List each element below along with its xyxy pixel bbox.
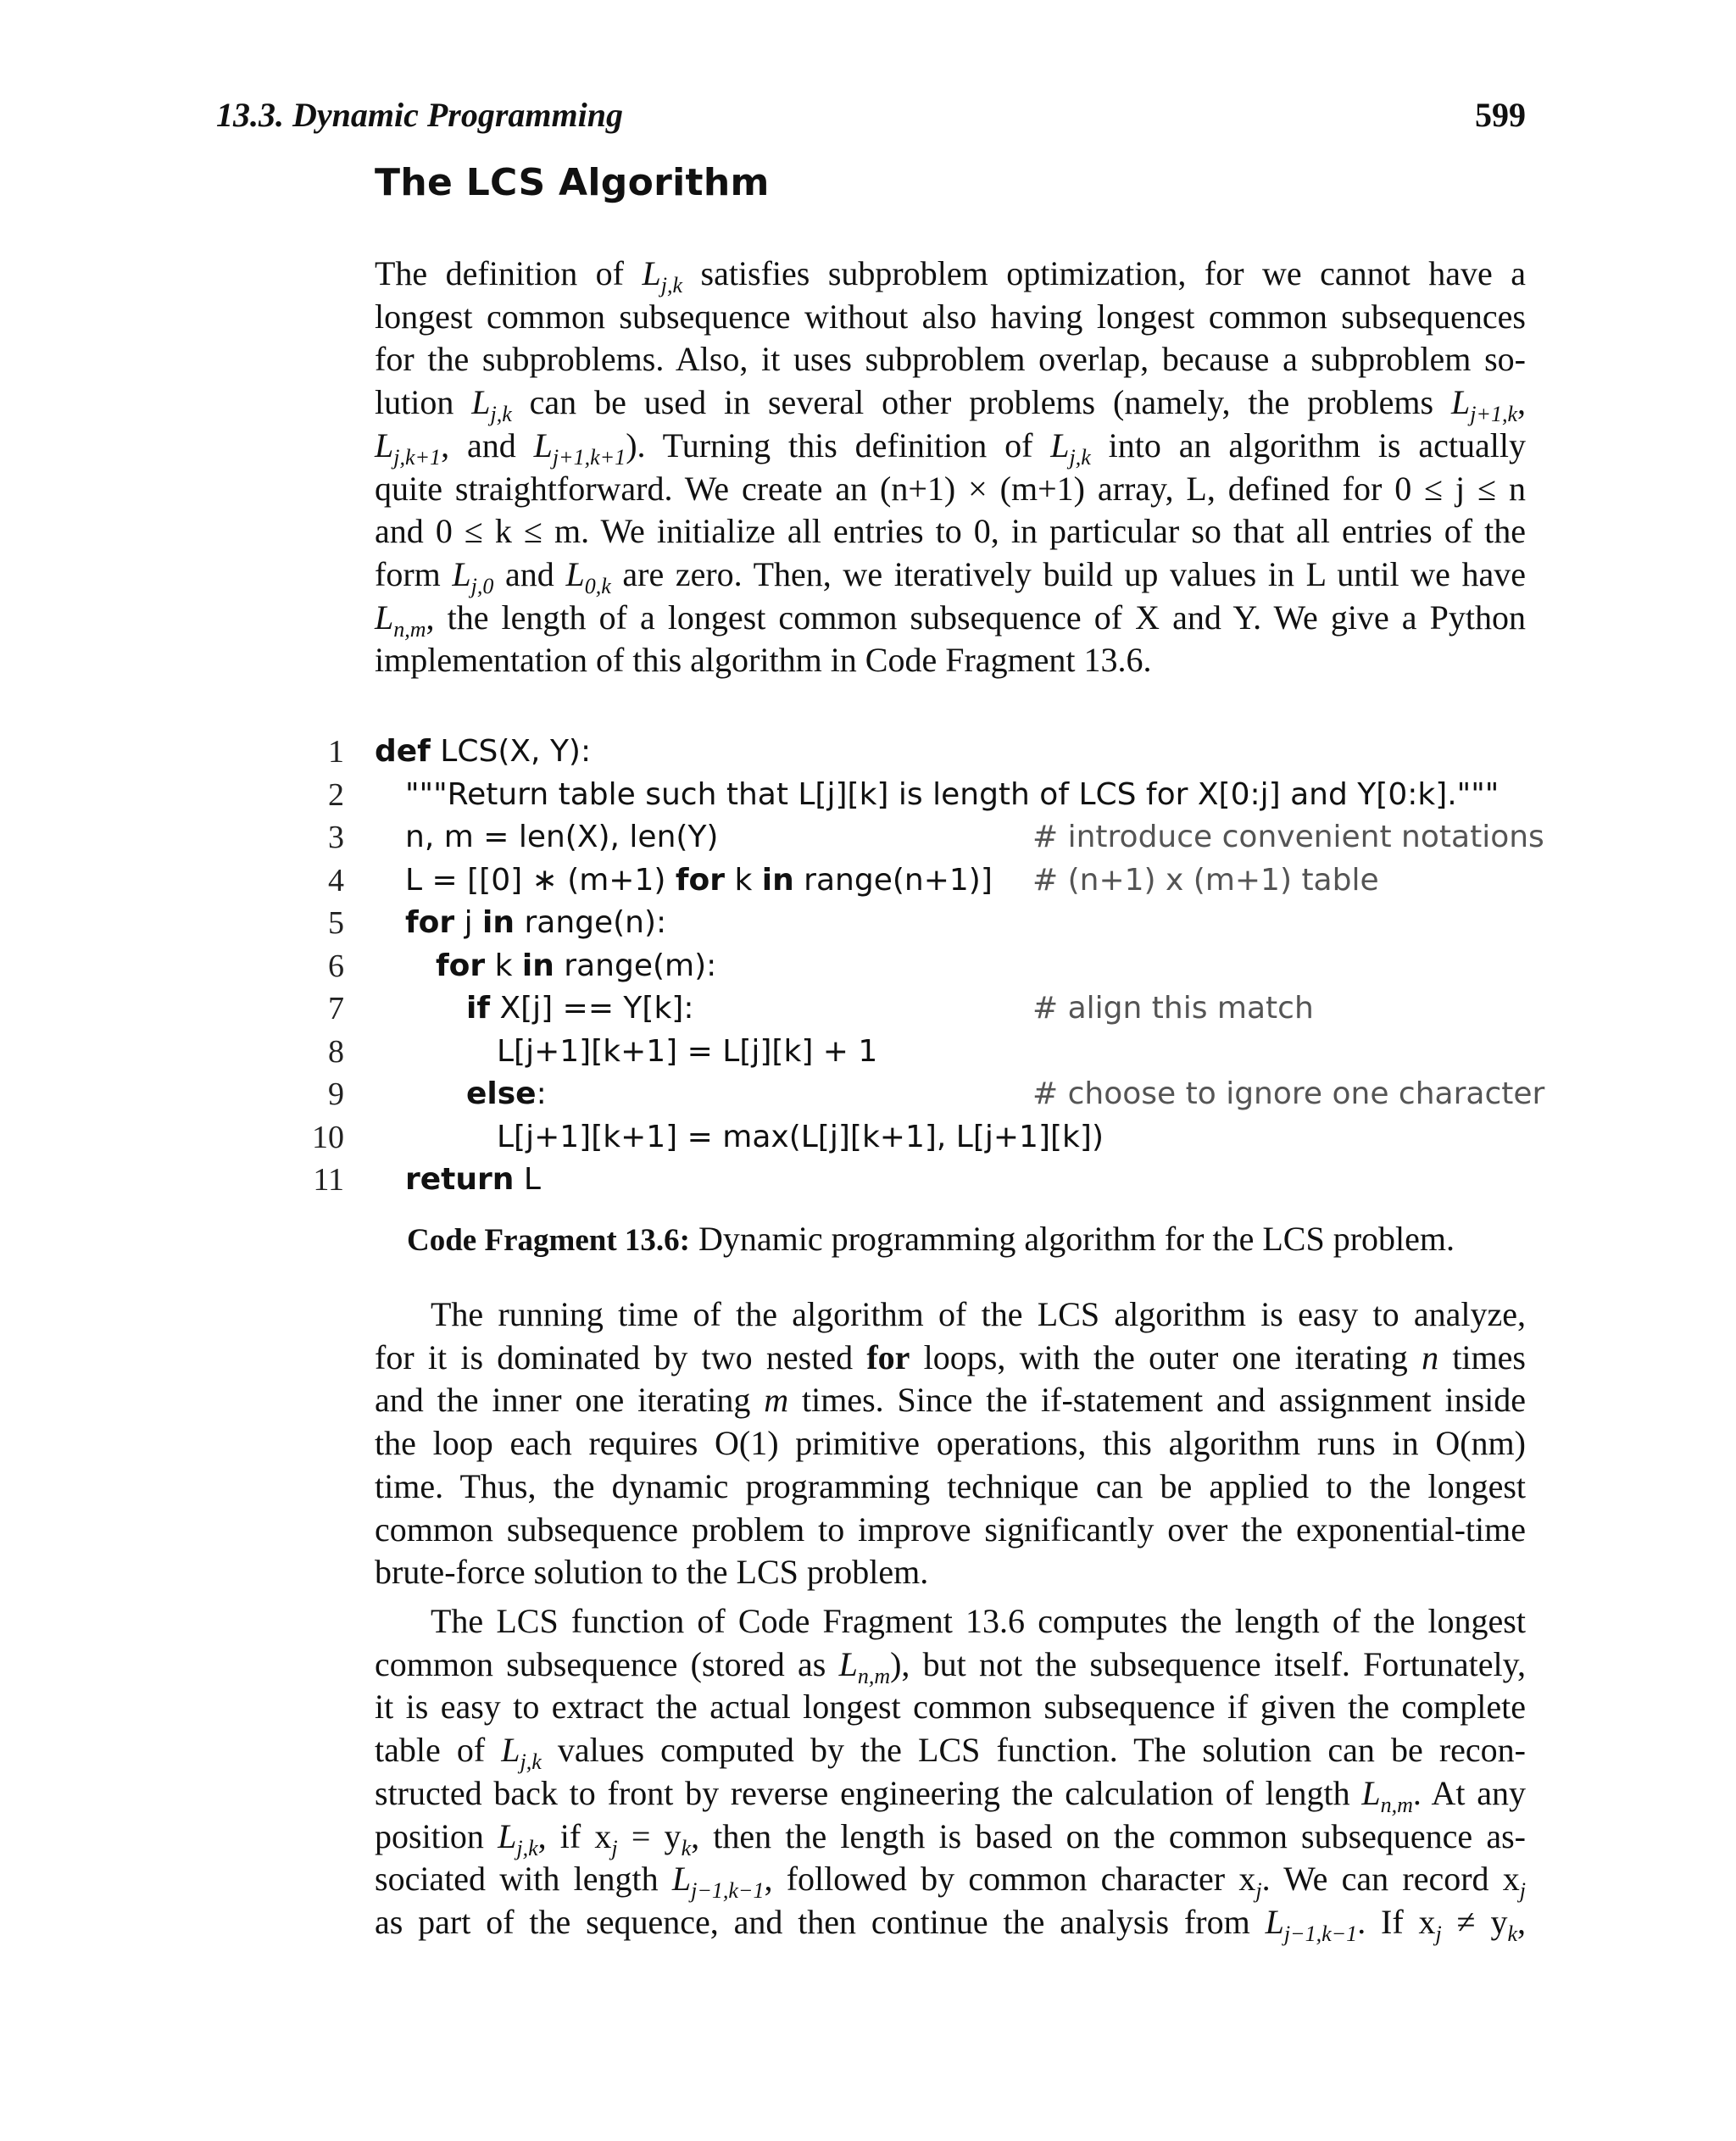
header-section: 13.3. Dynamic Programming — [216, 96, 624, 134]
line-number: 6 — [328, 948, 344, 984]
caption-label: Code Fragment 13.6: — [407, 1223, 690, 1258]
code-fragment — [297, 731, 1545, 1202]
text-line: The LCS function of Code Fragment 13.6 computes the length of the longest — [431, 1602, 1526, 1640]
code-comment: # choose to ignore one character — [1032, 1076, 1545, 1111]
text-line: the loop each requires O(1) primitive operations, this algorithm runs in O(nm) — [375, 1424, 1526, 1463]
text-line: common subsequence (stored as $L_{n,m}$), but not the subsequence itself. Fortunately, — [375, 1644, 1526, 1688]
line-number: 10 — [312, 1119, 344, 1155]
paragraph-running-time — [375, 1293, 1526, 1594]
code-text: L[j+1][k+1] = max(L[j][k+1], L[j+1][k]) — [497, 1119, 1104, 1154]
text-line: form $L_{j,0}$ and $L_{0,k}$ are zero. Then, we iteratively build up values in L until we have — [375, 554, 1526, 598]
code-text: for k in range(m): — [436, 948, 717, 983]
text-line: table of $L_{j,k}$ values computed by the LCS function. The solution can be recon- — [375, 1731, 1527, 1775]
code-text: else: — [466, 1076, 547, 1111]
code-text: L[j+1][k+1] = L[j][k] + 1 — [497, 1033, 878, 1069]
code-comment: # align this match — [1032, 991, 1314, 1026]
code-text: def LCS(X, Y): — [375, 734, 592, 769]
code-docstring: """Return table such that L[j][k] is length of LCS for X[0:j] and Y[0:k].""" — [405, 776, 1500, 812]
code-caption — [407, 1219, 1455, 1259]
text-line: quite straightforward. We create an (n+1) × (m+1) array, L, defined for 0 ≤ j ≤ n — [375, 469, 1526, 508]
text-line: common subsequence problem to improve significantly over the exponential-time — [375, 1510, 1526, 1549]
text-line: brute-force solution to the LCS problem. — [375, 1553, 929, 1592]
text-line: as part of the sequence, and then continue the analysis from $L_{j-1,k-1}$. If $x_j \ne y_k$, — [375, 1902, 1526, 1946]
code-comment: # (n+1) x (m+1) table — [1032, 862, 1379, 898]
line-number: 3 — [328, 820, 344, 855]
text-line: and 0 ≤ k ≤ m. We initialize all entries to 0, in particular so that all entries of the — [375, 512, 1526, 551]
section-title: The LCS Algorithm — [375, 161, 770, 204]
line-number: 8 — [328, 1033, 344, 1070]
text-line: and the inner one iterating m times. Since the if-statement and assignment inside — [375, 1381, 1527, 1420]
text-line: The running time of the algorithm of the LCS algorithm is easy to analyze, — [431, 1295, 1526, 1333]
text-line: implementation of this algorithm in Code Fragment 13.6. — [375, 641, 1152, 680]
code-text: L = [[0] ∗ (m+1) for k in range(n+1)] — [405, 862, 993, 898]
text-line: $L_{j,k+1}$, and $L_{j+1,k+1}$). Turning this definition of $L_{j,k}$ into an algorithm is actually — [375, 425, 1526, 470]
line-number: 1 — [328, 734, 344, 770]
text-line: time. Thus, the dynamic programming technique can be applied to the longest — [375, 1466, 1526, 1505]
paragraph-reconstruction — [375, 1600, 1526, 1944]
text-line: sociated with length $L_{j-1,k-1}$, followed by common character $x_j$. We can record $x_j$ — [375, 1860, 1526, 1904]
code-line — [297, 1159, 1534, 1202]
code-text: return L — [405, 1162, 541, 1197]
caption-text: Dynamic programming algorithm for the LCS problem. — [689, 1220, 1455, 1258]
code-comment: # introduce convenient notations — [1032, 820, 1544, 854]
line-number: 2 — [328, 776, 344, 813]
line-number: 5 — [328, 905, 344, 941]
code-text: n, m = len(X), len(Y) — [405, 820, 719, 854]
running-header — [216, 95, 1526, 135]
line-number: 9 — [328, 1076, 344, 1112]
code-line — [297, 945, 1534, 988]
text-line: for it is dominated by two nested for loops, with the outer one iterating n times — [375, 1337, 1526, 1376]
line-number: 11 — [313, 1162, 344, 1198]
code-line — [297, 816, 1544, 859]
code-line — [297, 902, 1534, 945]
text-line: The definition of $L_{j,k}$ satisfies subproblem optimization, for we cannot have a — [375, 254, 1526, 298]
code-line — [297, 987, 1534, 1031]
code-line — [297, 1116, 1534, 1159]
line-number: 4 — [328, 862, 344, 898]
code-line — [297, 731, 1534, 774]
code-line — [297, 859, 1534, 903]
code-text: for j in range(n): — [405, 905, 667, 940]
code-text: if X[j] == Y[k]: — [466, 991, 694, 1026]
text-line: $L_{n,m}$, the length of a longest common subsequence of X and Y. We give a Python — [375, 598, 1526, 642]
page-number: 599 — [1475, 96, 1526, 134]
code-line — [297, 1073, 1545, 1116]
line-number: 7 — [328, 991, 344, 1026]
text-line: for the subproblems. Also, it uses subproblem overlap, because a subproblem so- — [375, 340, 1526, 379]
text-line: structed back to front by reverse engineering the calculation of length $L_{n,m}$. At any — [375, 1773, 1526, 1817]
text-line: it is easy to extract the actual longest common subsequence if given the complete — [375, 1688, 1526, 1727]
text-line: longest common subsequence without also having longest common subsequences — [375, 297, 1526, 336]
code-line — [297, 1031, 1534, 1074]
paragraph-intro — [375, 253, 1526, 682]
text-line: position $L_{j,k}$, if $x_j = y_k$, then the length is based on the common subsequence as- — [375, 1816, 1527, 1860]
code-line — [297, 774, 1534, 817]
text-line: lution $L_{j,k}$ can be used in several other problems (namely, the problems $L_{j+1,k}$, — [375, 383, 1526, 427]
